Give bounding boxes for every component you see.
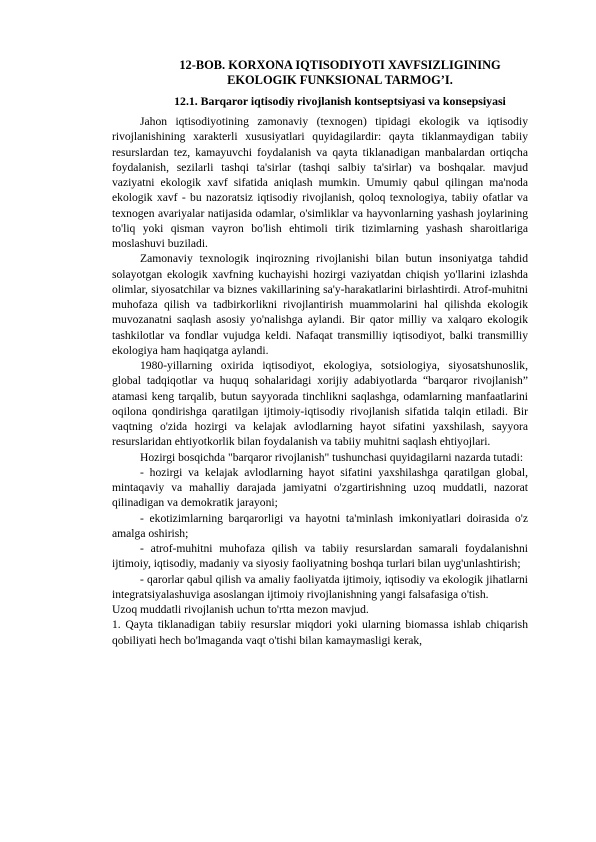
chapter-title	[112, 58, 528, 87]
criterion-1: 1. Qayta tiklanadigan tabiiy resurslar miqdori yoki ularning biomassa ishlab chiqarish qobiliyati hech bo'lmaganda vaqt o'tishi bilan kamaymasligi kerak,	[112, 618, 528, 647]
paragraph-1: Jahon iqtisodiyotining zamonaviy (texnogen) tipidagi ekologik va iqtisodiy rivojlanishining xarakterli xususiyatlari quyidagilardir: qayta tiklanmaydigan tabiiy resurslardan tez, kamayuvchi foydalanish va qayta tiklanadigan manbalardan ortiqcha foydalanish, sezilarli tashqi ta'sirlar (tashqi salbiy ta'sirlar) va boshqalar. mavjud vaziyatni ekologik xavf sifatida aniqlash mumkin. Umumiy qabul qilingan ma'noda ekologik xavf - bu nazoratsiz iqtisodiy rivojlanish, qoloq texnologiya, tabiiy ofatlar va texnogen avariyalar natijasida odamlar, o'simliklar va hayvonlarning yashash joylarining to'liq yoki qisman vayron bo'lish ehtimoli tirik tizimlarning yashash sharoitlariga moslashuvi buziladi.	[112, 115, 528, 250]
list-item-2: - ekotizimlarning barqarorligi va hayotni ta'minlash imkoniyatlari doirasida o'z amalga oshirish;	[112, 511, 528, 540]
criteria-intro: Uzoq muddatli rivojlanish uchun to'rtta mezon mavjud.	[112, 603, 369, 616]
list-item-3: - atrof-muhitni muhofaza qilish va tabiiy resurslardan samarali foydalanishni ijtimoiy, iqtisodiy, madaniy va siyosiy faoliyatning boshqa turlari bilan uyg'unlashtirish;	[112, 542, 528, 571]
chapter-title-line1: 12-BOB. KORXONA IQTISODIYOTI XAVFSIZLIGINING	[179, 58, 501, 72]
list-item-1: - hozirgi va kelajak avlodlarning hayot sifatini yaxshilashga qaratilgan global, mintaqaviy va mahalliy darajada jamiyatni o'zgartirishning uzoq muddatli, nazorat qilinadigan va demokratik jarayoni;	[112, 465, 528, 510]
section-title: 12.1. Barqaror iqtisodiy rivojlanish kontseptsiyasi va konsepsiyasi	[174, 94, 506, 108]
paragraph-4: Hozirgi bosqichda "barqaror rivojlanish" tushunchasi quyidagilarni nazarda tutadi:	[140, 450, 524, 464]
paragraph-3: 1980-yillarning oxirida iqtisodiyot, ekologiya, sotsiologiya, siyosatshunoslik, global tadqiqotlar va huquq sohalaridagi xorijiy adabiyotlarda “barqaror rivojlanish” atamasi keng tarqalib, butun sayyorada tinchlikni saqlashga, odamlarning manfaatlarini oqilona qondirishga qaratilgan ijtimoiy-iqtisodiy rivojlanish sifatida talqin etiladi. Bir vaqtning o'zida hozirgi va kelajak avlodlarning hayot sifatini yaxshilash, sayyora resurslaridan ehtiyotkorlik bilan foydalanish va tabiiy muhitni saqlash ehtiyojlari.	[112, 359, 528, 449]
list-item-4: - qarorlar qabul qilish va amaliy faoliyatda ijtimoiy, iqtisodiy va ekologik jihatlarni integratsiyalashuviga asoslangan ijtimoiy rivojlanishning yangi falsafasiga o'tish.	[112, 572, 528, 601]
document-page	[112, 58, 528, 648]
chapter-title-line2: EKOLOGIK FUNKSIONAL TARMOG’I.	[227, 72, 453, 87]
paragraph-2: Zamonaviy texnologik inqirozning rivojlanishi bilan butun insoniyatga tahdid solayotgan ekologik xavfning kuchayishi hozirgi vaziyatdan chiqish yo'llarini izlashda olimlar, siyosatchilar va biznes vakillarining sa'y-harakatlarini birlashtirdi. Atrof-muhitni muhofaza qilish va tadbirkorlikni rivojlantirish muammolarini hal qilishda ekologik muvozanatni saqlash asosiy yo'nalishga aylandi. Bir qator milliy va xalqaro ekologik tashkilotlar va fondlar vujudga keldi. Nafaqat transmilliy iqtisodiyot, balki transmilliy ekologiya ham haqiqatga aylandi.	[112, 252, 528, 357]
